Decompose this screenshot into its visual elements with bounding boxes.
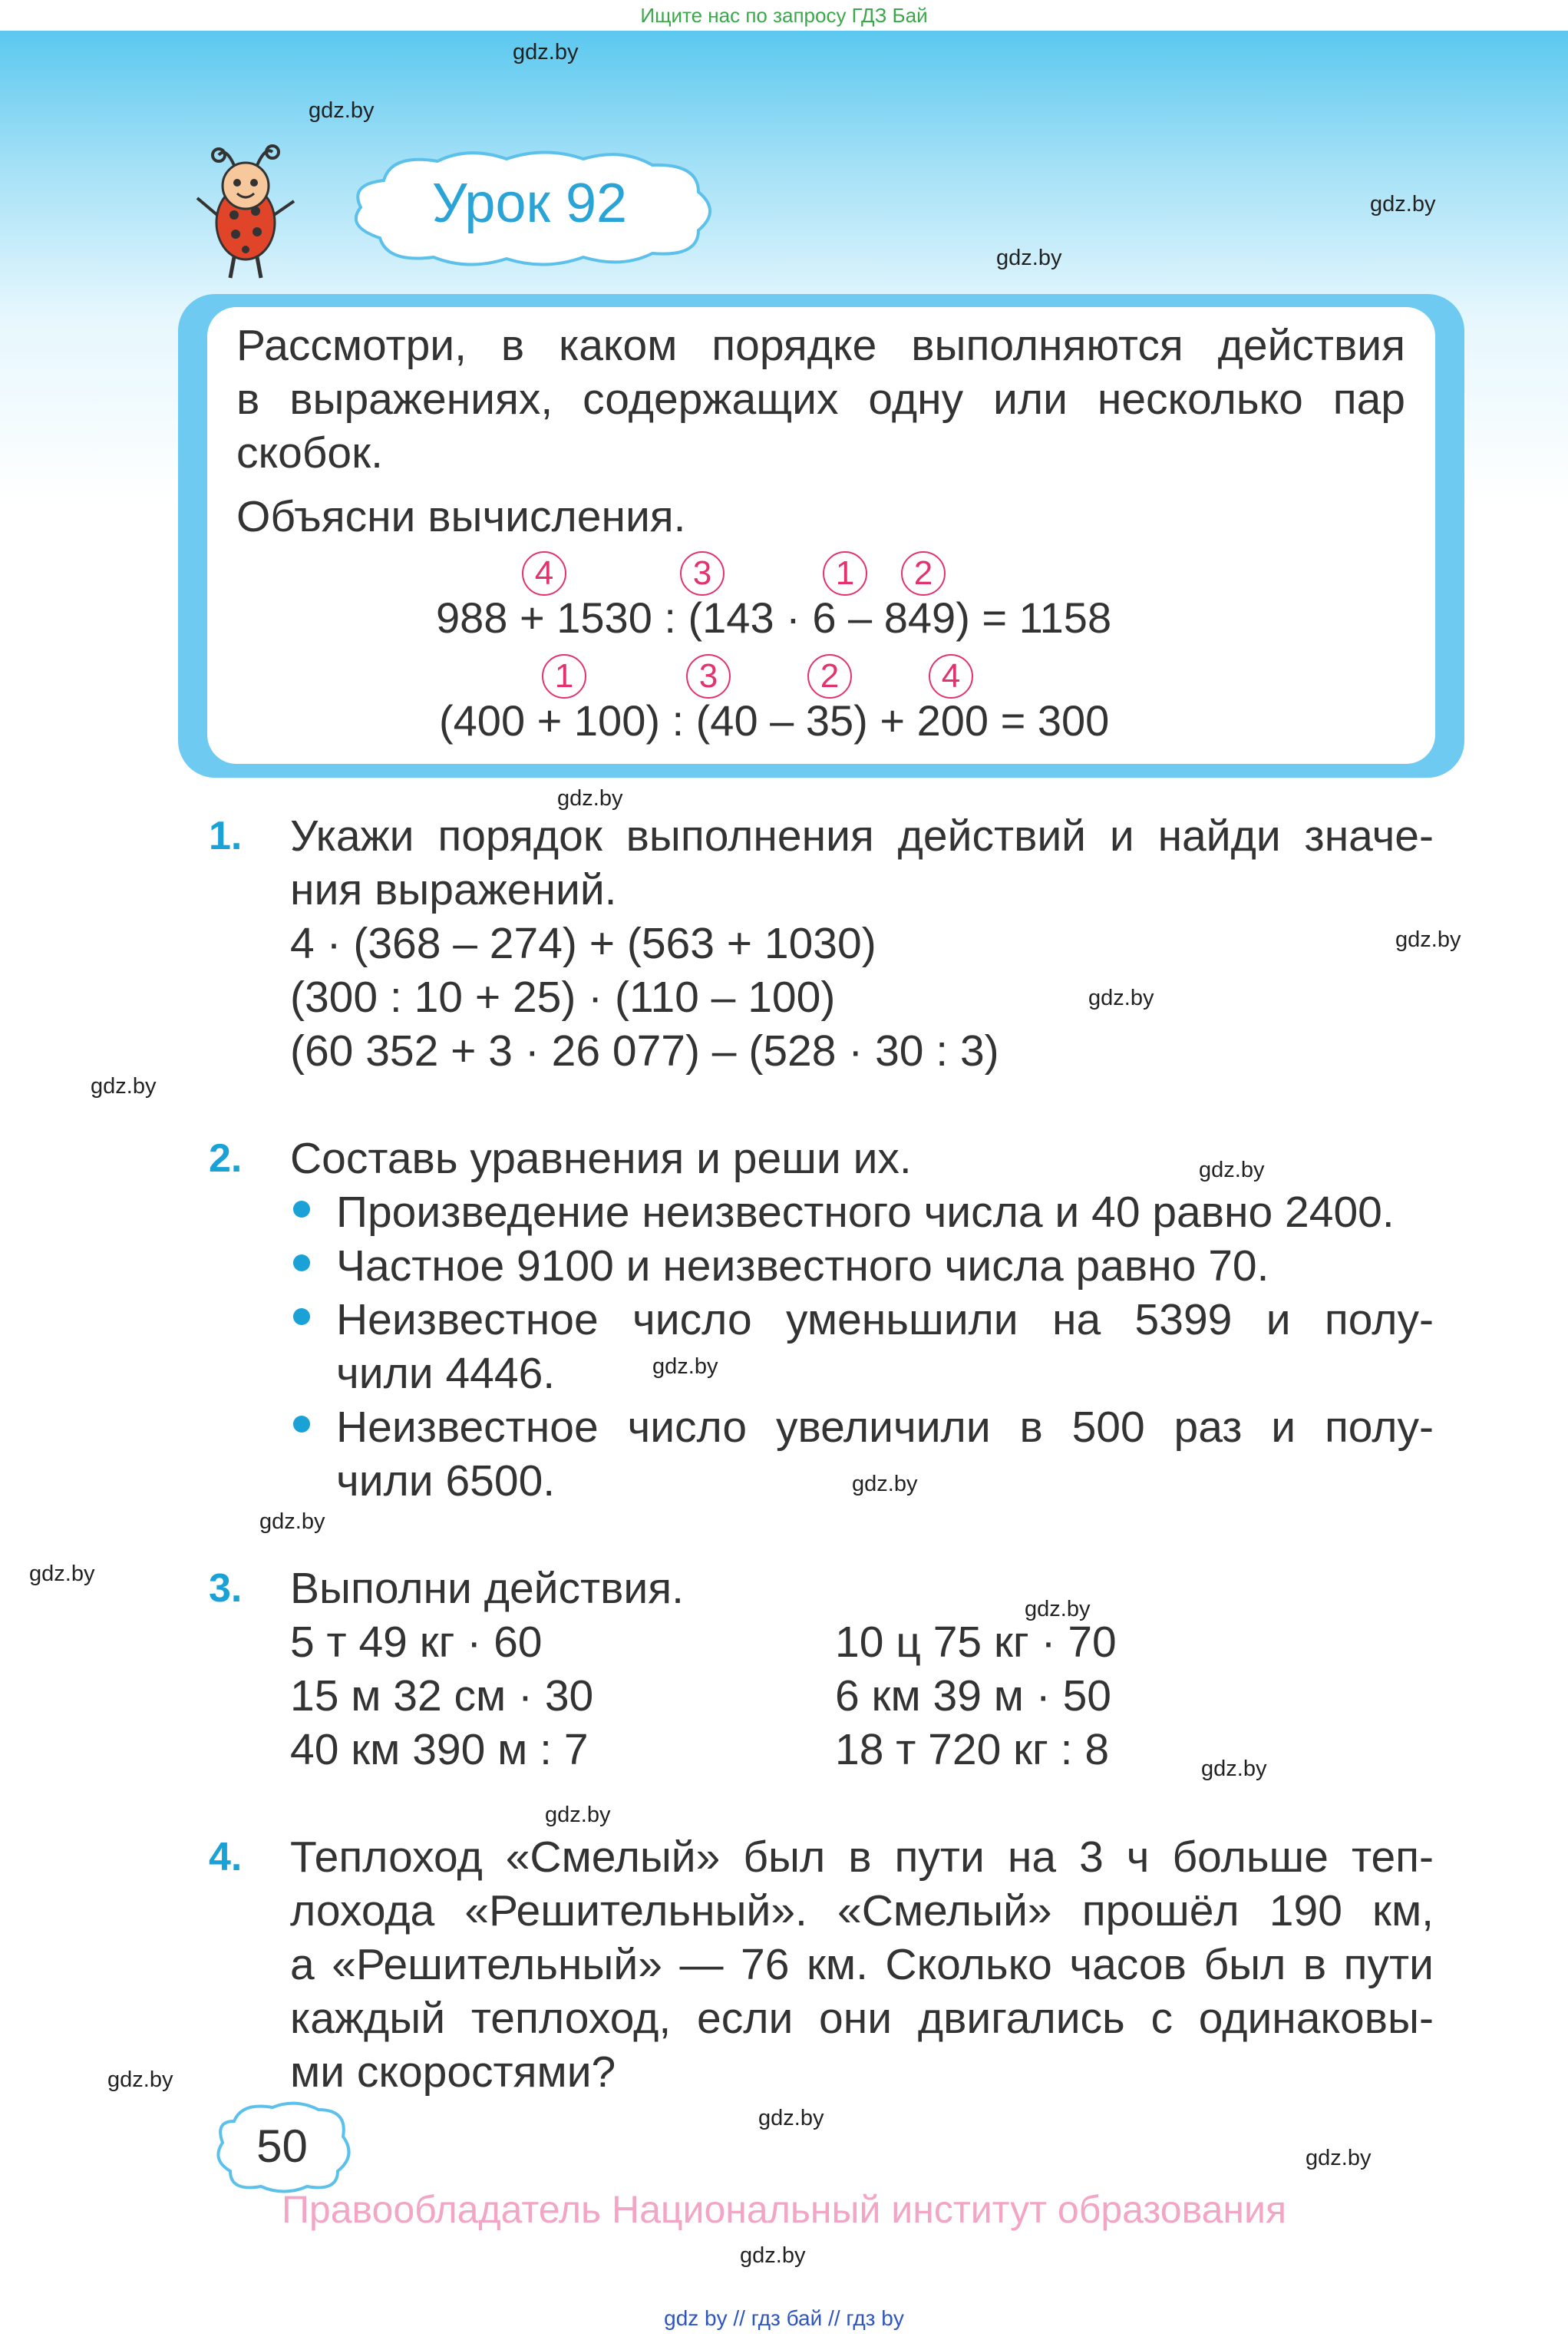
task-text-line: Теплоход «Смелый» был в пути на 3 ч больше теп- — [290, 1833, 1434, 1882]
task-number: 3. — [209, 1566, 243, 1611]
task-text-line: Неизвестное число увеличили в 500 раз и полу- — [336, 1403, 1434, 1452]
task-number: 4. — [209, 1835, 243, 1879]
bullet-icon — [293, 1416, 310, 1433]
expression: (60 352 + 3 · 26 077) – (528 · 30 : 3) — [290, 1026, 999, 1076]
watermark: gdz.by — [1088, 986, 1154, 1010]
watermark: gdz.by — [1201, 1757, 1267, 1781]
task-text-line: Выполни действия. — [290, 1564, 684, 1613]
order-mark: 3 — [680, 551, 725, 596]
bullet-icon — [293, 1308, 310, 1325]
watermark: gdz.by — [652, 1354, 718, 1379]
lesson-title: Урок 92 — [431, 173, 628, 234]
task-text-line: чили 4446. — [336, 1349, 556, 1398]
watermark: gdz.by — [1306, 2146, 1372, 2170]
rule-text-line: Рассмотри, в каком порядке выполняются действия — [236, 321, 1405, 370]
order-mark: 4 — [929, 654, 973, 699]
ladybug-icon — [188, 138, 303, 284]
task-text-line: лохода «Решительный». «Смелый» прошёл 190 км, — [290, 1886, 1434, 1935]
rule-text-line: скобок. — [236, 428, 383, 478]
rule-text-line: в выражениях, содержащих одну или несколько пар — [236, 375, 1405, 424]
order-mark: 2 — [901, 551, 946, 596]
order-mark: 4 — [522, 551, 566, 596]
expression: 6 км 39 м · 50 — [835, 1671, 1111, 1720]
watermark: gdz.by — [259, 1509, 325, 1534]
order-mark: 2 — [807, 654, 852, 699]
expression: 15 м 32 см · 30 — [290, 1671, 594, 1720]
watermark: gdz.by — [758, 2106, 824, 2130]
example-expression: (400 + 100) : (40 – 35) + 200 = 300 — [439, 696, 1110, 745]
task-text-line: Составь уравнения и реши их. — [290, 1134, 912, 1183]
watermark: gdz.by — [91, 1074, 157, 1099]
watermark: gdz.by — [1025, 1597, 1091, 1621]
expression: 40 км 390 м : 7 — [290, 1725, 589, 1774]
order-mark: 1 — [542, 654, 586, 699]
watermark: gdz.by — [107, 2067, 173, 2092]
page-number: 50 — [256, 2120, 308, 2172]
watermark: gdz.by — [29, 1562, 95, 1586]
task-text-line: Произведение неизвестного числа и 40 равно 2400. — [336, 1188, 1395, 1237]
watermark: gdz.by — [1199, 1158, 1265, 1182]
task-text-line: ми скоростями? — [290, 2048, 616, 2097]
task-number: 2. — [209, 1136, 243, 1181]
task-text-line: каждый теплоход, если они двигались с одинаковы- — [290, 1994, 1434, 2043]
task-text-line: чили 6500. — [336, 1456, 556, 1505]
watermark: gdz.by — [557, 786, 623, 811]
task-text-line: Укажи порядок выполнения действий и найди значе- — [290, 811, 1434, 861]
search-banner[interactable]: Ищите нас по запросу ГДЗ Бай — [640, 4, 928, 27]
watermark: gdz.by — [740, 2243, 806, 2268]
watermark: gdz.by — [309, 98, 375, 123]
watermark: gdz.by — [513, 40, 579, 64]
task-text-line: Частное 9100 и неизвестного числа равно 70. — [336, 1241, 1269, 1291]
task-number: 1. — [209, 814, 243, 858]
task-text-line: Неизвестное число уменьшили на 5399 и полу- — [336, 1295, 1434, 1344]
watermark: gdz.by — [852, 1472, 918, 1496]
expression: 18 т 720 кг : 8 — [835, 1725, 1110, 1774]
rule-text-line: Объясни вычисления. — [236, 492, 686, 541]
example-expression: 988 + 1530 : (143 · 6 – 849) = 1158 — [436, 593, 1112, 642]
watermark: gdz.by — [996, 246, 1062, 270]
watermark: gdz.by — [1395, 927, 1461, 952]
expression: 10 ц 75 кг · 70 — [835, 1618, 1117, 1667]
expression: 5 т 49 кг · 60 — [290, 1618, 543, 1667]
expression: (300 : 10 + 25) · (110 – 100) — [290, 973, 836, 1022]
expression: 4 · (368 – 274) + (563 + 1030) — [290, 919, 876, 968]
task-text-line: а «Решительный» — 76 км. Сколько часов был в пути — [290, 1940, 1434, 1989]
watermark: gdz.by — [1370, 192, 1436, 216]
order-mark: 3 — [686, 654, 731, 699]
footer-links[interactable]: gdz by // гдз бай // гдз by — [664, 2306, 904, 2330]
order-mark: 1 — [823, 551, 867, 596]
watermark: gdz.by — [545, 1803, 611, 1827]
bullet-icon — [293, 1201, 310, 1218]
copyright-notice: Правообладатель Национальный институт образования — [281, 2188, 1287, 2231]
bullet-icon — [293, 1254, 310, 1271]
task-text-line: ния выражений. — [290, 865, 617, 914]
